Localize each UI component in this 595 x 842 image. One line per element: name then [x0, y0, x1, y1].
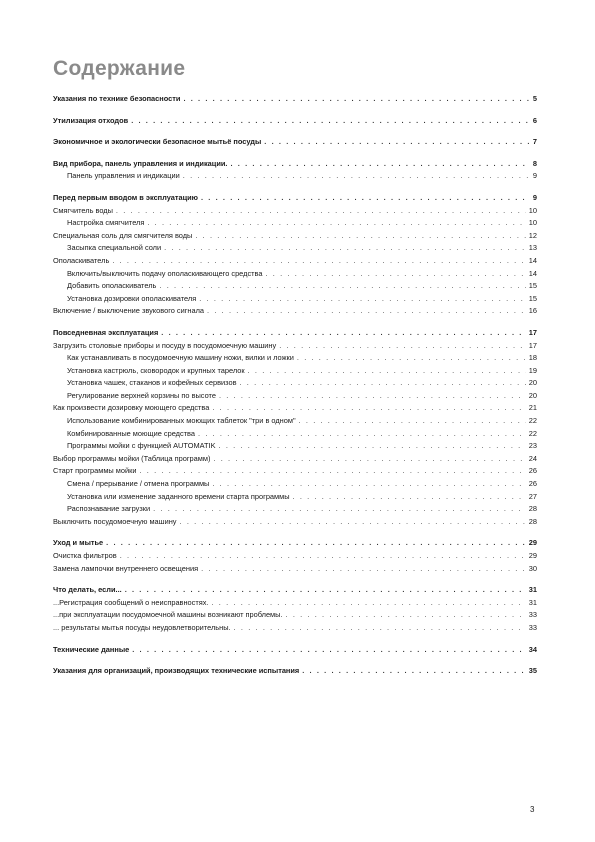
- toc-entry[interactable]: [53, 340, 537, 353]
- toc-subentry[interactable]: [53, 390, 537, 403]
- toc-section: [53, 665, 537, 678]
- toc-entry-page: 24: [528, 453, 537, 463]
- dot-leader: [279, 340, 526, 353]
- toc-entry[interactable]: [53, 327, 537, 340]
- dot-leader: [234, 622, 526, 635]
- dot-leader: [159, 280, 525, 293]
- toc-section: [53, 192, 537, 318]
- toc-entry-label: Добавить ополаскиватель: [67, 281, 157, 291]
- dot-leader: [265, 268, 525, 281]
- toc-entry[interactable]: [53, 622, 537, 635]
- toc-entry-page: 33: [528, 610, 537, 620]
- dot-leader: [164, 242, 526, 255]
- dot-leader: [183, 93, 529, 106]
- toc-entry[interactable]: [53, 584, 537, 597]
- dot-leader: [112, 255, 525, 268]
- toc-section: [53, 584, 537, 634]
- toc-entry-label: Очистка фильтров: [53, 551, 117, 560]
- toc-subentry[interactable]: [53, 352, 537, 365]
- toc-subentry[interactable]: [53, 217, 537, 230]
- toc-section: [53, 93, 537, 106]
- toc-entry-page: 12: [528, 230, 537, 240]
- dot-leader: [219, 440, 526, 453]
- toc-entry-page: 26: [528, 479, 537, 489]
- toc-entry-page: 33: [528, 622, 537, 632]
- dot-leader: [195, 230, 525, 243]
- toc-subentry[interactable]: [53, 170, 537, 183]
- dot-leader: [201, 192, 530, 205]
- toc-entry-label: Ополаскиватель: [53, 255, 110, 265]
- toc-entry-page: 31: [528, 597, 537, 607]
- toc-entry-page: 34: [528, 644, 537, 654]
- toc-entry[interactable]: [53, 93, 537, 106]
- toc-entry-label: Как произвести дозировку моющего средства: [53, 403, 210, 413]
- dot-leader: [297, 352, 526, 365]
- toc-entry-page: 29: [528, 538, 537, 548]
- toc-subentry[interactable]: [53, 242, 537, 255]
- dot-leader: [161, 327, 526, 340]
- dot-leader: [248, 365, 526, 378]
- dot-leader: [219, 390, 526, 403]
- dot-leader: [212, 402, 525, 415]
- toc-section: [53, 644, 537, 657]
- toc-subentry[interactable]: [53, 503, 537, 516]
- toc-section: [53, 115, 537, 128]
- toc-entry-page: 9: [532, 192, 537, 202]
- dot-leader: [299, 415, 526, 428]
- toc-entry-page: 5: [532, 94, 537, 103]
- toc-entry-page: 21: [528, 403, 537, 413]
- dot-leader: [302, 665, 526, 678]
- toc-entry-page: 7: [532, 137, 537, 147]
- toc-subentry[interactable]: [53, 428, 537, 441]
- toc-entry-label: Утилизация отходов: [53, 115, 129, 125]
- toc-entry[interactable]: [53, 516, 537, 529]
- toc-entry-label: Использование комбинированных моющих таблеток "три в одном": [67, 416, 296, 426]
- toc-entry[interactable]: [53, 465, 537, 478]
- toc-section: [53, 327, 537, 529]
- toc-entry[interactable]: [53, 115, 537, 128]
- toc-entry[interactable]: [53, 597, 537, 610]
- toc-entry-label: Установка дозировки ополаскивателя: [67, 293, 197, 303]
- toc-entry-label: Комбинированные моющие средства: [67, 428, 196, 438]
- toc-entry-label: Замена лампочки внутреннего освещения: [53, 563, 199, 573]
- dot-leader: [153, 503, 526, 516]
- toc-entry-page: 27: [528, 491, 537, 501]
- toc-entry-label: Выключить посудомоечную машину: [53, 516, 177, 526]
- toc-section: [53, 158, 537, 183]
- toc-entry-label: Что делать, если...: [53, 585, 122, 595]
- toc-entry-label: Установка кастрюль, сковородок и крупных тарелок: [67, 365, 245, 375]
- dot-leader: [293, 491, 526, 504]
- toc-entry-label: Смена / прерывание / отмена программы: [67, 479, 210, 489]
- toc-entry-label: Технические данные: [53, 644, 130, 654]
- dot-leader: [116, 205, 526, 218]
- dot-leader: [212, 478, 525, 491]
- toc-entry-page: 16: [528, 306, 537, 316]
- dot-leader: [180, 516, 526, 529]
- dot-leader: [147, 217, 525, 230]
- toc-entry-page: 22: [528, 428, 537, 438]
- toc-entry-page: 14: [528, 255, 537, 265]
- toc-entry-label: ...при эксплуатации посудомоечной машины возникают проблемы.: [53, 610, 283, 620]
- toc-entry[interactable]: [53, 550, 537, 563]
- toc-entry-label: Смягчитель воды: [53, 205, 113, 215]
- toc-entry-label: Включить/выключить подачу ополаскивающего средства: [67, 268, 263, 278]
- dot-leader: [212, 597, 526, 610]
- toc-entry[interactable]: [53, 305, 537, 318]
- toc-entry-label: Как устанавливать в посудомоечную машину ножи, вилки и ложки: [67, 353, 294, 363]
- toc-entry-label: Экономичное и экологически безопасное мытьё посуды: [53, 137, 262, 147]
- toc-entry-page: 17: [528, 327, 537, 337]
- toc-entry-page: 35: [528, 666, 537, 676]
- toc-entry[interactable]: [53, 453, 537, 466]
- toc-entry-page: 26: [528, 466, 537, 476]
- toc-entry-label: Распознавание загрузки: [67, 504, 151, 514]
- page-number: 3: [530, 805, 535, 814]
- toc-entry-label: Программы мойки с функцией AUTOMATIK: [67, 441, 216, 451]
- toc-entry-page: 20: [528, 390, 537, 400]
- dot-leader: [131, 115, 530, 128]
- toc-entry-page: 15: [528, 281, 537, 291]
- dot-leader: [125, 584, 526, 597]
- toc-entry-page: 28: [528, 504, 537, 514]
- toc-entry-label: Регулирование верхней корзины по высоте: [67, 390, 216, 400]
- toc-entry-label: ...Регистрация сообщений о неисправностях.: [53, 597, 209, 607]
- toc-entry[interactable]: [53, 563, 537, 576]
- table-of-contents: [53, 93, 537, 687]
- toc-entry-label: Установка чашек, стаканов и кофейных сервизов: [67, 378, 237, 388]
- toc-entry-label: Выбор программы мойки (Таблица программ): [53, 453, 211, 463]
- toc-subentry[interactable]: [53, 415, 537, 428]
- toc-entry[interactable]: [53, 644, 537, 657]
- toc-entry-label: Специальная соль для смягчителя воды: [53, 230, 193, 240]
- toc-entry-label: Включение / выключение звукового сигнала: [53, 306, 205, 316]
- toc-entry-page: 22: [528, 416, 537, 426]
- dot-leader: [207, 305, 526, 318]
- toc-entry-label: Старт программы мойки: [53, 466, 137, 476]
- toc-entry-page: 30: [528, 563, 537, 573]
- toc-subentry[interactable]: [53, 491, 537, 504]
- toc-entry-label: Уход и мытье: [53, 538, 104, 548]
- dot-leader: [201, 563, 526, 576]
- dot-leader: [106, 537, 526, 550]
- toc-entry[interactable]: [53, 609, 537, 622]
- toc-entry[interactable]: [53, 136, 537, 149]
- toc-section: [53, 136, 537, 149]
- toc-subentry[interactable]: [53, 377, 537, 390]
- toc-entry[interactable]: [53, 402, 537, 415]
- dot-leader: [120, 550, 526, 563]
- toc-entry-page: 19: [528, 365, 537, 375]
- toc-entry[interactable]: [53, 665, 537, 678]
- toc-entry-label: Вид прибора, панель управления и индикации.: [53, 158, 228, 168]
- toc-entry-page: 10: [528, 218, 537, 228]
- toc-entry[interactable]: [53, 537, 537, 550]
- toc-entry-page: 31: [528, 585, 537, 595]
- toc-entry[interactable]: [53, 158, 537, 171]
- toc-entry-label: Загрузить столовые приборы и посуду в посудомоечную машину: [53, 340, 277, 350]
- toc-subentry[interactable]: [53, 478, 537, 491]
- toc-entry-page: 28: [528, 516, 537, 526]
- dot-leader: [264, 136, 530, 149]
- toc-subentry[interactable]: [53, 365, 537, 378]
- toc-entry-page: 20: [528, 378, 537, 388]
- page-title: Содержание: [53, 57, 186, 80]
- dot-leader: [198, 428, 526, 441]
- toc-entry-page: 29: [528, 551, 537, 560]
- toc-entry-page: 15: [528, 293, 537, 303]
- toc-entry[interactable]: [53, 230, 537, 243]
- dot-leader: [139, 465, 525, 478]
- toc-subentry[interactable]: [53, 293, 537, 306]
- toc-entry-label: Перед первым вводом в эксплуатацию: [53, 192, 198, 202]
- toc-entry[interactable]: [53, 205, 537, 218]
- dot-leader: [286, 609, 526, 622]
- toc-entry-page: 13: [528, 243, 537, 253]
- toc-entry-label: Панель управления и индикации: [67, 171, 180, 181]
- dot-leader: [132, 644, 526, 657]
- toc-section: [53, 537, 537, 575]
- toc-entry-page: 18: [528, 353, 537, 363]
- toc-entry-page: 14: [528, 268, 537, 278]
- toc-subentry[interactable]: [53, 440, 537, 453]
- dot-leader: [230, 158, 529, 171]
- toc-entry-page: 17: [528, 340, 537, 350]
- toc-entry[interactable]: [53, 192, 537, 205]
- toc-subentry[interactable]: [53, 268, 537, 281]
- dot-leader: [199, 293, 526, 306]
- toc-entry-page: 6: [532, 115, 537, 125]
- toc-entry-page: 8: [532, 158, 537, 168]
- dot-leader: [240, 377, 526, 390]
- toc-entry-page: 9: [532, 171, 537, 181]
- toc-entry-label: Засыпка специальной соли: [67, 243, 162, 253]
- dot-leader: [183, 170, 530, 183]
- toc-entry-label: Указания по технике безопасности: [53, 94, 181, 103]
- dot-leader: [213, 453, 525, 466]
- toc-entry-label: Настройка смягчителя: [67, 218, 145, 228]
- toc-entry-page: 23: [528, 441, 537, 451]
- toc-subentry[interactable]: [53, 280, 537, 293]
- toc-entry-label: Повседневная эксплуатация: [53, 327, 159, 337]
- toc-entry-label: Установка или изменение заданного времени старта программы: [67, 491, 290, 501]
- toc-entry[interactable]: [53, 255, 537, 268]
- toc-entry-page: 10: [528, 205, 537, 215]
- toc-entry-label: ... результаты мытья посуды неудовлетворительны.: [53, 622, 231, 632]
- toc-entry-label: Указания для организаций, производящих технические испытания: [53, 666, 300, 676]
